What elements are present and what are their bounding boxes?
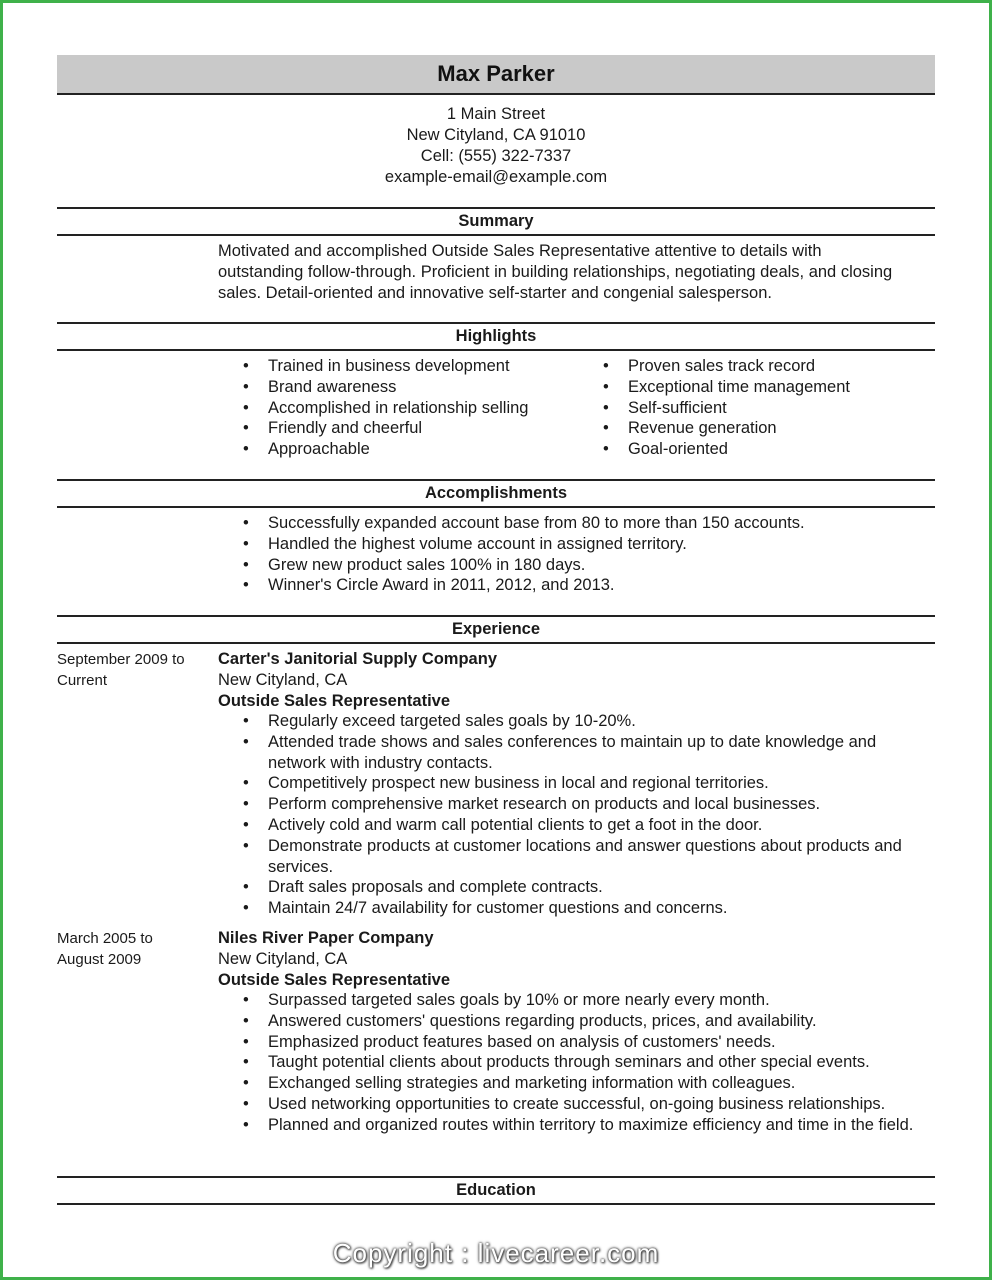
list-item: • Demonstrate products at customer locations and answer questions about products and services. — [218, 836, 938, 878]
list-item: • Trained in business development — [218, 356, 578, 377]
address-line-2: New Cityland, CA 91010 — [406, 126, 586, 144]
phone: Cell: (555) 322-7337 — [420, 147, 572, 165]
email: example-email@example.com — [384, 168, 608, 186]
list-item: • Maintain 24/7 availability for customer questions and concerns. — [218, 898, 938, 919]
job-entry — [218, 928, 938, 990]
job-company: Carter's Janitorial Supply Company — [218, 650, 497, 668]
job-date-end: Current — [57, 672, 108, 689]
list-item: • Brand awareness — [218, 377, 578, 398]
list-item: • Self-sufficient — [578, 398, 938, 419]
section-heading-education: Education — [57, 1176, 935, 1205]
section-heading-accomplishments: Accomplishments — [57, 479, 935, 508]
resume-name: Max Parker — [57, 55, 935, 95]
list-item: • Goal-oriented — [578, 439, 938, 460]
job-date-start: March 2005 to — [57, 930, 153, 947]
job-entry — [218, 649, 938, 711]
list-item: • Successfully expanded account base from 80 to more than 150 accounts. — [218, 513, 938, 534]
list-item: • Attended trade shows and sales conferences to maintain up to date knowledge and network with industry contacts. — [218, 732, 938, 774]
section-heading-highlights: Highlights — [57, 322, 935, 351]
list-item: • Competitively prospect new business in local and regional territories. — [218, 773, 938, 794]
job-title: Outside Sales Representative — [218, 970, 451, 989]
job-bullets — [218, 711, 938, 919]
list-item: • Exchanged selling strategies and marketing information with colleagues. — [218, 1073, 938, 1094]
copyright-watermark: Copyright : livecareer.com — [332, 1238, 660, 1268]
list-item: • Revenue generation — [578, 418, 938, 439]
list-item: • Taught potential clients about products through seminars and other special events. — [218, 1052, 938, 1073]
job-date-end: August 2009 — [57, 951, 142, 968]
highlights-left-list — [218, 356, 578, 460]
summary-line: outstanding follow-through. Proficient in building relationships, negotiating deals, and closing — [218, 263, 893, 281]
list-item: • Used networking opportunities to create successful, on-going business relationships. — [218, 1094, 938, 1115]
list-item: • Accomplished in relationship selling — [218, 398, 578, 419]
job-dates — [57, 649, 217, 691]
accomplishments-list — [218, 513, 938, 596]
list-item: • Proven sales track record — [578, 356, 938, 377]
list-item: • Draft sales proposals and complete contracts. — [218, 877, 938, 898]
list-item: • Winner's Circle Award in 2011, 2012, and 2013. — [218, 575, 938, 596]
address-line-1: 1 Main Street — [446, 105, 546, 123]
summary-line: sales. Detail-oriented and innovative self-starter and congenial salesperson. — [218, 284, 772, 302]
list-item: • Regularly exceed targeted sales goals by 10-20%. — [218, 711, 938, 732]
list-item: • Friendly and cheerful — [218, 418, 578, 439]
list-item: • Answered customers' questions regarding products, prices, and availability. — [218, 1011, 938, 1032]
highlights-right-list — [578, 356, 938, 460]
section-heading-experience: Experience — [57, 615, 935, 644]
list-item: • Handled the highest volume account in assigned territory. — [218, 534, 938, 555]
summary-text — [218, 241, 938, 304]
job-location: New Cityland, CA — [218, 949, 348, 968]
job-dates — [57, 928, 217, 970]
job-location: New Cityland, CA — [218, 670, 348, 689]
list-item: • Surpassed targeted sales goals by 10% or more nearly every month. — [218, 990, 938, 1011]
contact-block — [0, 104, 992, 188]
list-item: • Emphasized product features based on analysis of customers' needs. — [218, 1032, 938, 1053]
summary-line: Motivated and accomplished Outside Sales Representative attentive to details with — [218, 242, 822, 260]
section-heading-summary: Summary — [57, 207, 935, 236]
list-item: • Approachable — [218, 439, 578, 460]
job-company: Niles River Paper Company — [218, 929, 434, 947]
list-item: • Planned and organized routes within territory to maximize efficiency and time in the field. — [218, 1115, 938, 1136]
list-item: • Grew new product sales 100% in 180 days. — [218, 555, 938, 576]
list-item: • Exceptional time management — [578, 377, 938, 398]
job-title: Outside Sales Representative — [218, 691, 451, 710]
job-date-start: September 2009 to — [57, 651, 185, 668]
job-bullets — [218, 990, 938, 1136]
list-item: • Actively cold and warm call potential clients to get a foot in the door. — [218, 815, 938, 836]
list-item: • Perform comprehensive market research on products and local businesses. — [218, 794, 938, 815]
